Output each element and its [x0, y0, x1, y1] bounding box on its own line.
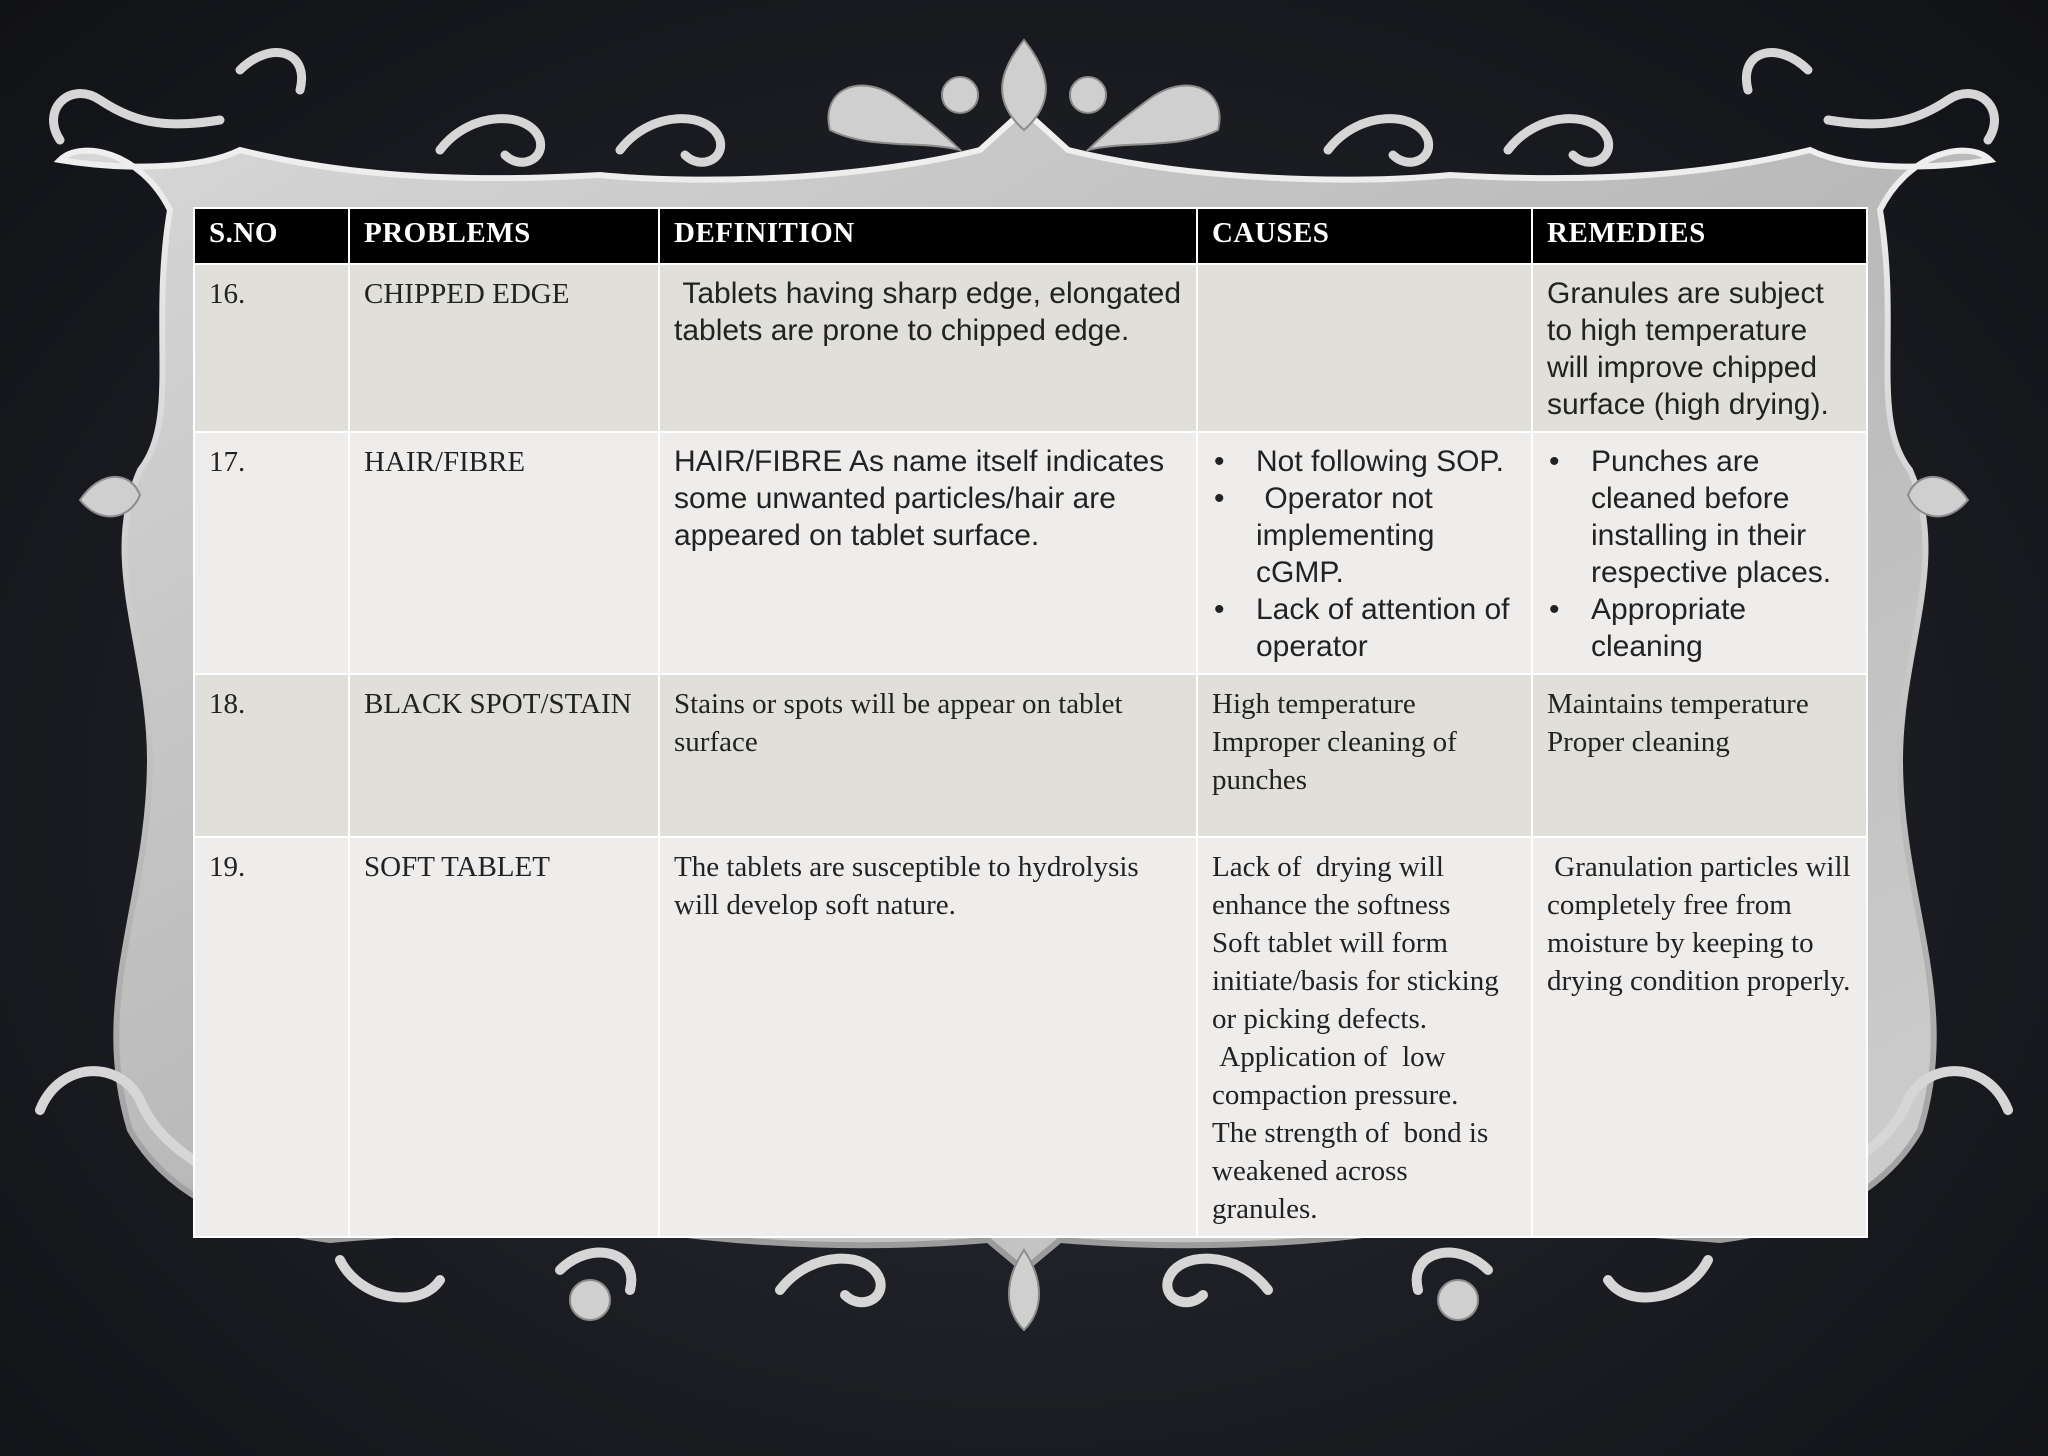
- header-problems: PROBLEMS: [349, 208, 659, 264]
- list-item: • Appropriate cleaning: [1547, 591, 1852, 665]
- cause-line: The strength of bond is weakened across granules.: [1212, 1117, 1496, 1225]
- cell-sno: 18.: [194, 674, 349, 837]
- cell-sno: 16.: [194, 264, 349, 432]
- list-item: • Punches are cleaned before installing in their respective places.: [1547, 443, 1852, 591]
- cell-problem: SOFT TABLET: [349, 837, 659, 1237]
- cell-remedies: Granulation particles will completely free from moisture by keeping to drying condition properly.: [1532, 837, 1867, 1237]
- remedy-line: Maintains temperature: [1547, 688, 1809, 720]
- cell-definition: Stains or spots will be appear on tablet surface: [659, 674, 1197, 837]
- cell-remedies: Granules are subject to high temperature will improve chipped surface (high drying).: [1532, 264, 1867, 432]
- cell-definition: Tablets having sharp edge, elongated tablets are prone to chipped edge.: [659, 264, 1197, 432]
- remedy-line: Proper cleaning: [1547, 726, 1730, 758]
- cell-problem: CHIPPED EDGE: [349, 264, 659, 432]
- cell-causes: [1197, 674, 1532, 837]
- cause-line: High temperature: [1212, 688, 1416, 720]
- header-remedies: REMEDIES: [1532, 208, 1867, 264]
- list-item: • Not following SOP.: [1212, 443, 1517, 480]
- cause-line: Improper cleaning of punches: [1212, 726, 1457, 796]
- table-row: [194, 432, 1867, 674]
- cell-problem: BLACK SPOT/STAIN: [349, 674, 659, 837]
- cell-definition: HAIR/FIBRE As name itself indicates some unwanted particles/hair are appeared on tablet surface.: [659, 432, 1197, 674]
- cell-remedies: [1532, 432, 1867, 674]
- header-definition: DEFINITION: [659, 208, 1197, 264]
- remedies-list: [1547, 443, 1852, 665]
- cause-line: Soft tablet will form initiate/basis for sticking or picking defects.: [1212, 927, 1506, 1035]
- header-causes: CAUSES: [1197, 208, 1532, 264]
- table-header-row: [194, 208, 1867, 264]
- cell-sno: 19.: [194, 837, 349, 1237]
- table-row: [194, 674, 1867, 837]
- table-row: [194, 264, 1867, 432]
- cell-remedies: [1532, 674, 1867, 837]
- cell-definition: The tablets are susceptible to hydrolysis will develop soft nature.: [659, 837, 1197, 1237]
- table-row: [194, 837, 1867, 1237]
- cell-causes: [1197, 432, 1532, 674]
- list-item: • Lack of attention of operator: [1212, 591, 1517, 665]
- cell-problem: HAIR/FIBRE: [349, 432, 659, 674]
- cause-line: Lack of drying will enhance the softness: [1212, 851, 1452, 921]
- defects-table: [193, 207, 1868, 1238]
- cell-causes: [1197, 837, 1532, 1237]
- header-sno: S.NO: [194, 208, 349, 264]
- cause-line: Application of low compaction pressure.: [1212, 1041, 1459, 1111]
- cell-causes: [1197, 264, 1532, 432]
- cell-sno: 17.: [194, 432, 349, 674]
- causes-list: [1212, 443, 1517, 665]
- list-item: • Operator not implementing cGMP.: [1212, 480, 1517, 591]
